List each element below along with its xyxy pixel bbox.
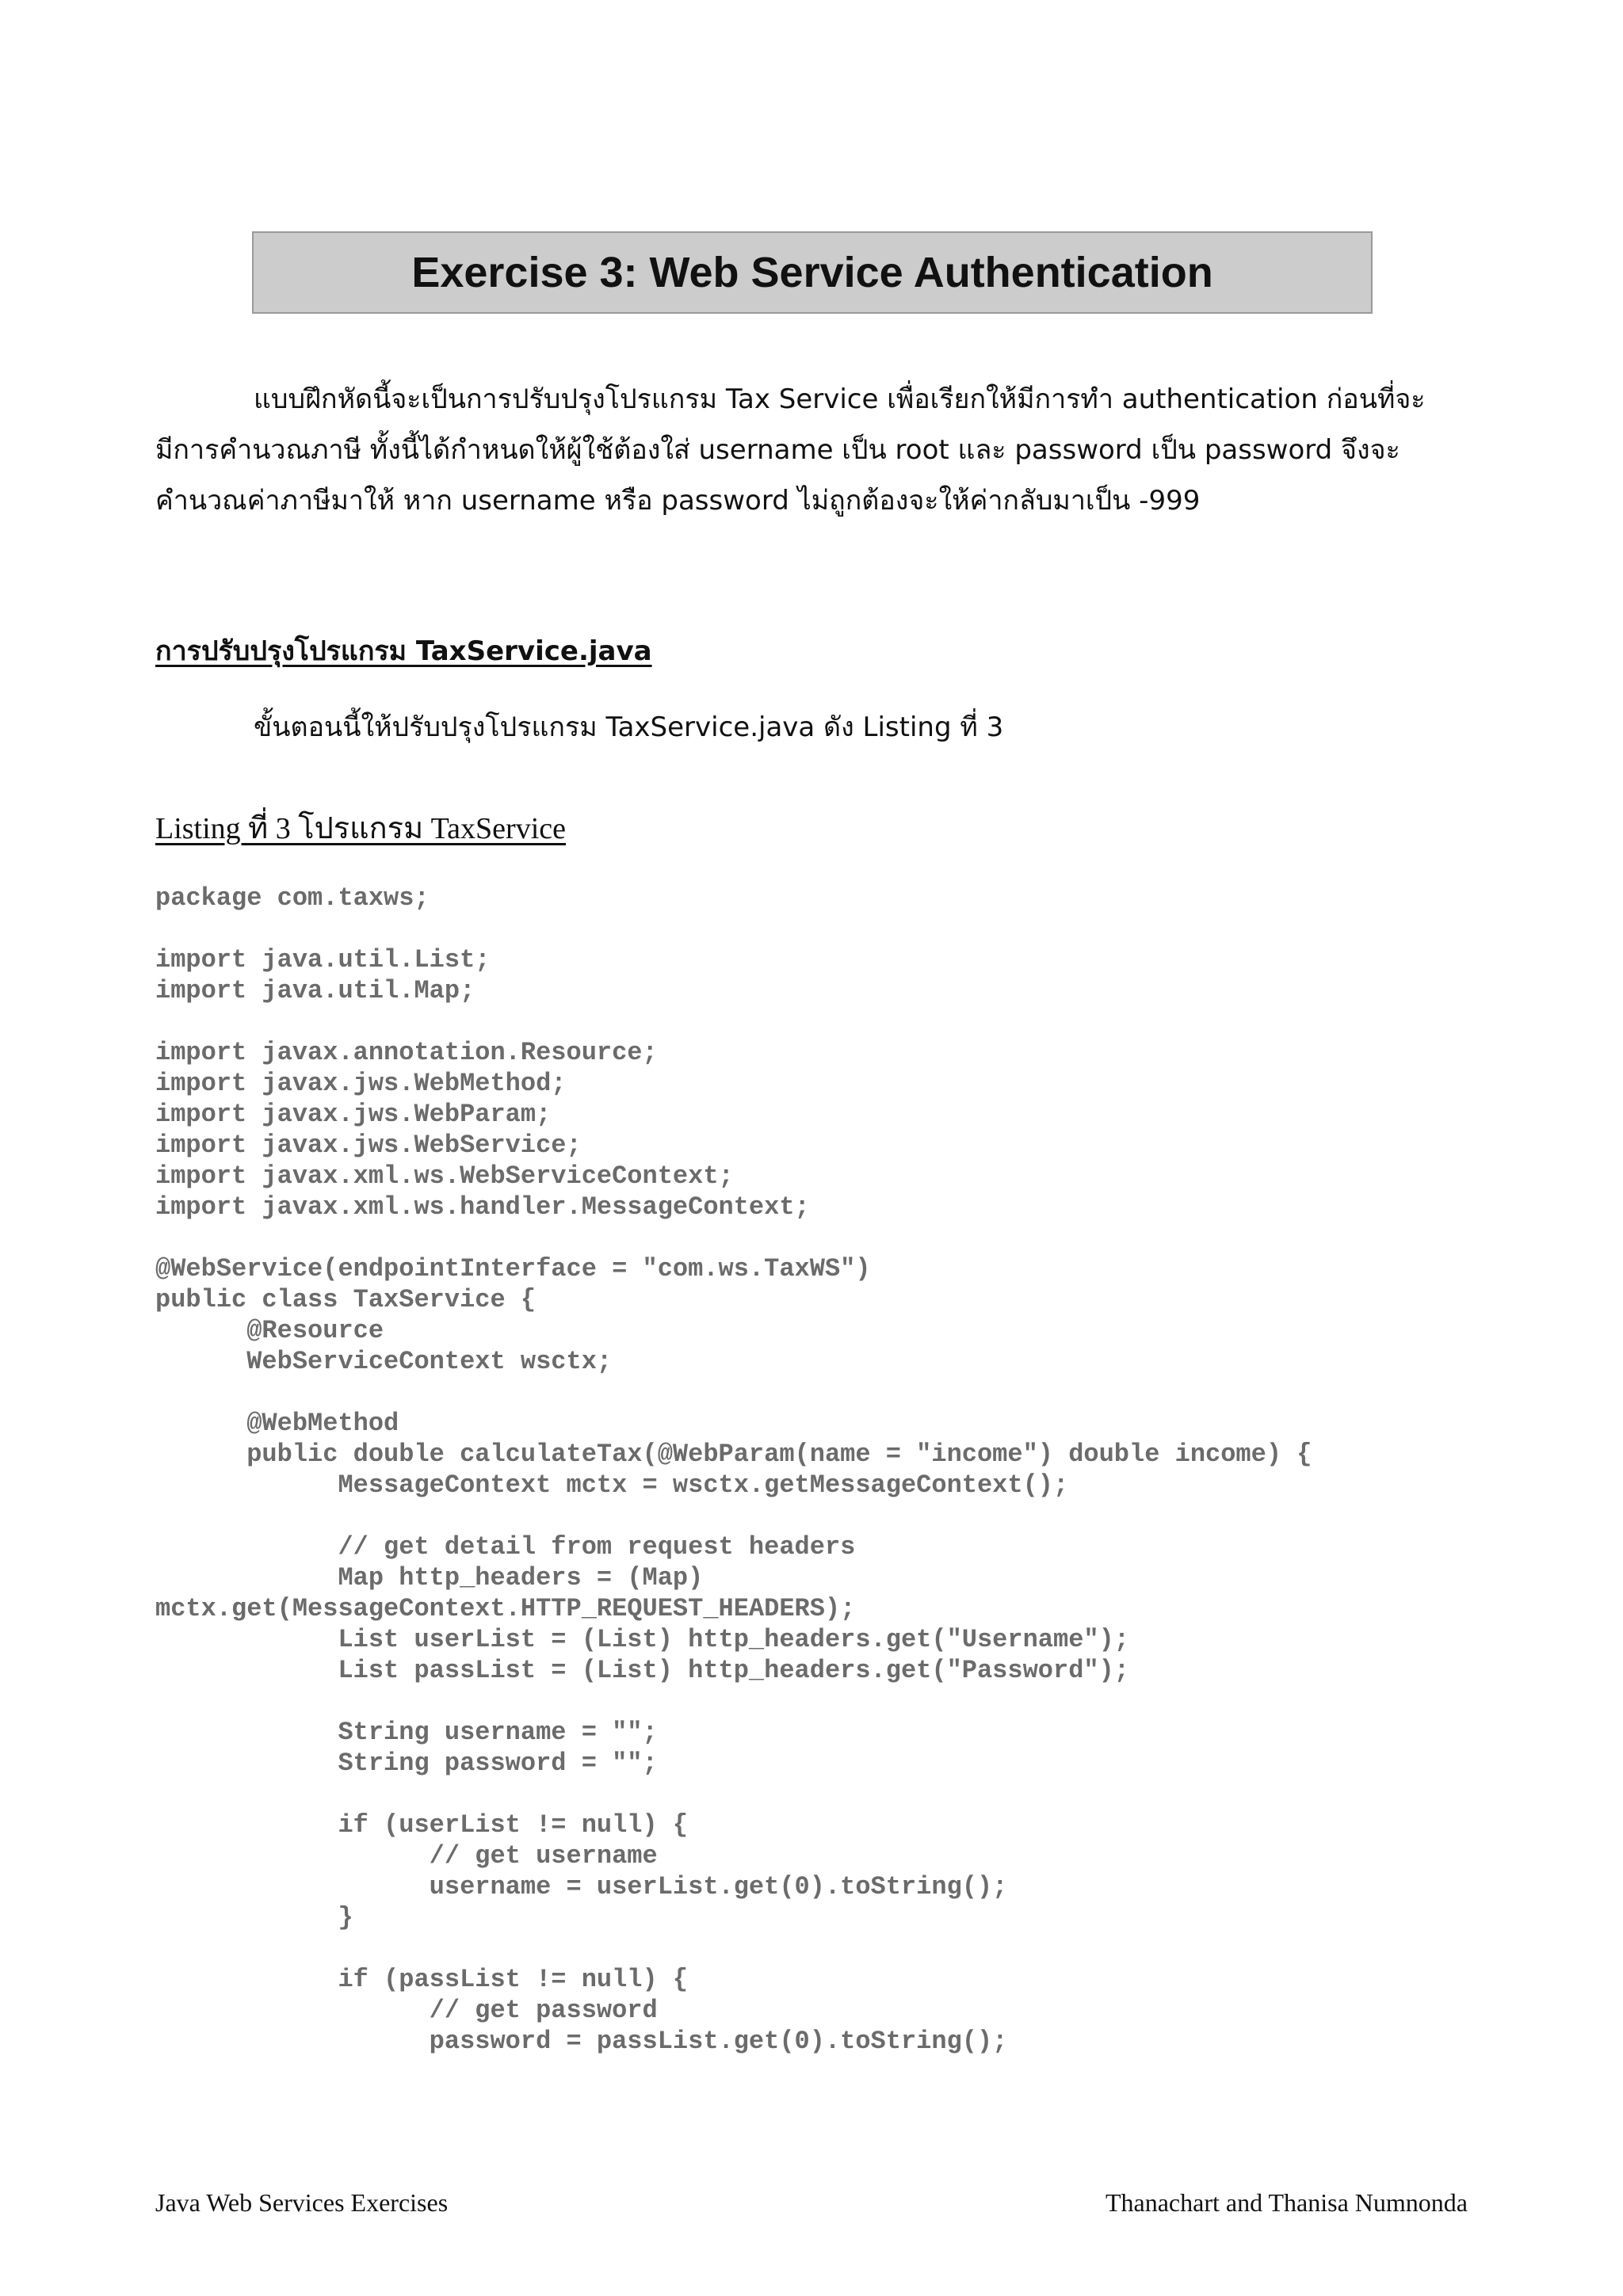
title-banner	[252, 231, 1373, 314]
step-instruction: ขั้นตอนนี้ให้ปรับปรุงโปรแกรม TaxService.java ดัง Listing ที่ 3	[254, 711, 1004, 743]
intro-line-1: แบบฝึกหัดนี้จะเป็นการปรับปรุงโปรแกรม Tax Service เพื่อเรียกให้มีการทำ authentication ก่อนที่จะ	[254, 383, 1426, 415]
footer-right: Thanachart and Thanisa Numnonda	[1105, 2188, 1468, 2217]
listing-caption: Listing ที่ 3 โปรแกรม TaxService	[155, 812, 566, 845]
section-heading: การปรับปรุงโปรแกรม TaxService.java	[155, 635, 652, 667]
intro-line-2: มีการคำนวณภาษี ทั้งนี้ได้กำหนดให้ผู้ใช้ต้องใส่ username เป็น root และ password เป็น password จึงจะ	[155, 434, 1400, 466]
intro-line-3: คำนวณค่าภาษีมาให้ หาก username หรือ password ไม่ถูกต้องจะให้ค่ากลับมาเป็น -999	[155, 485, 1201, 517]
code-listing: package com.taxws; import java.util.List; import java.util.Map; import javax.annotation.Resource; import javax.jws.WebMethod; import javax.jws.WebParam; import javax.jws.WebService; import javax.xml.ws.WebServiceContext; import javax.xml.ws.handler.MessageContext; @WebService(endpointInterface = "com.ws.TaxWS") public class TaxService { @Resource WebServiceContext wsctx; @WebMethod public double calculateTax(@WebParam(name = "income") double income) { MessageContext mctx = wsctx.getMessageContext(); // get detail from request headers Map http_headers = (Map) mctx.get(MessageContext.HTTP_REQUEST_HEADERS); List userList = (List) http_headers.get("Username"); List passList = (List) http_headers.get("Password"); String username = ""; String password = ""; if (userList != null) { // get username username = userList.get(0).toString(); } if (passList != null) { // get password password = passList.get(0).toString();	[155, 883, 1312, 2056]
footer-left: Java Web Services Exercises	[155, 2188, 449, 2217]
intro-paragraph	[155, 374, 1503, 526]
page-title: Exercise 3: Web Service Authentication	[411, 249, 1213, 296]
